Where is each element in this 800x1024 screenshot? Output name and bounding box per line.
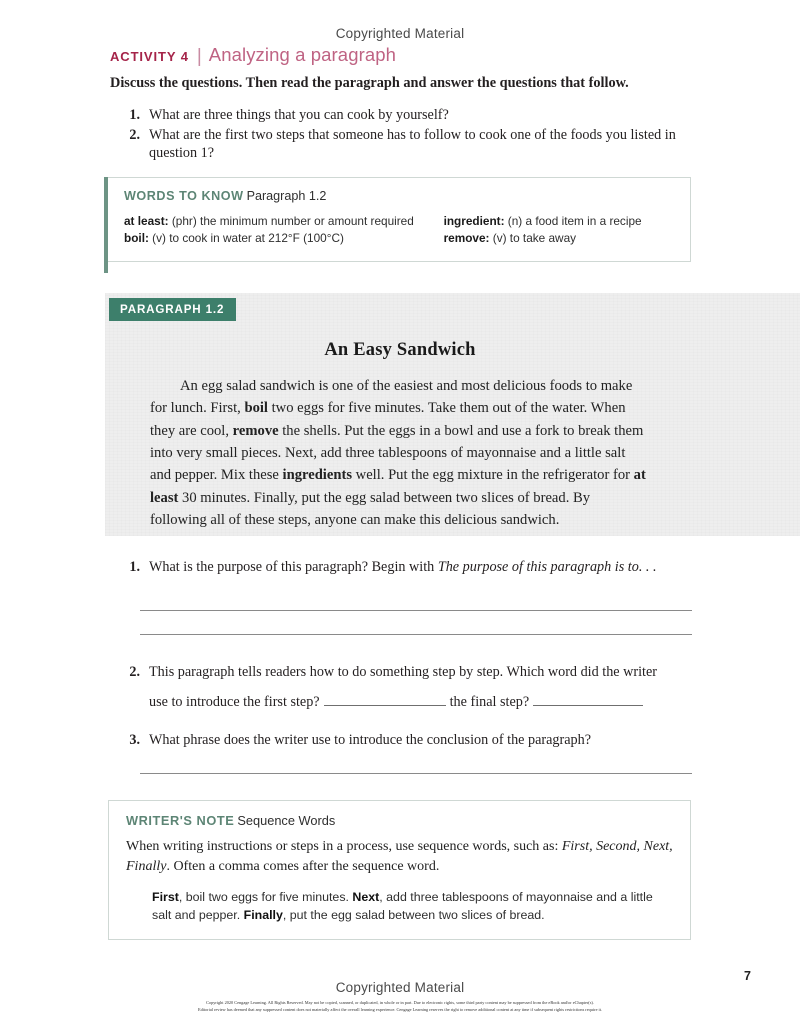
bottom-copyright-notice: Copyrighted Material [335,980,465,995]
vocabulary-term: at least: [124,214,169,228]
emphasis-text: ingredients [282,467,352,484]
list-item [120,106,700,125]
question-text [149,663,700,682]
question-row [120,731,700,750]
words-to-know-box [108,177,691,262]
comprehension-question-2 [120,663,700,712]
comprehension-question-3 [120,731,700,750]
writers-note-box [108,800,691,940]
question-number: 1. [129,107,140,123]
vocabulary-definition: (n) a food item in a recipe [504,214,642,228]
emphasis-text: Next [352,889,380,904]
words-to-know-subtitle: Paragraph 1.2 [246,189,327,203]
emphasis-text: First, Second, Next, Finally [126,839,673,874]
vocabulary-term: remove: [443,231,490,246]
vocabulary-column-right [444,213,676,248]
vocabulary-entry [124,213,444,230]
top-copyright-notice: Copyrighted Material [335,26,465,41]
vocabulary-column-left [124,213,444,248]
question-text: What are the first two steps that someone has to follow to cook one of the foods you listed in question 1? [149,126,676,162]
question-number: 1. [129,559,140,575]
vocabulary-columns [124,213,676,248]
vocabulary-entry [444,230,676,247]
instruction-line: Discuss the questions. Then read the paragraph and answer the questions that follow. [110,75,629,91]
activity-label: ACTIVITY 4 [110,49,189,64]
paragraph-body: An egg salad sandwich is one of the easiest and most delicious foods to make for lunch. First, boil two eggs for five minutes. Take them out of the water. When they are cool, remove the shells. Put the eggs in a bowl and use a fork to break them into very small pieces. Next, add three tablespoons of mayonnaise and a little salt and pepper. Mix these ingredients well. Put the egg mixture in the refrigerator for at least 30 minutes. Finally, put the egg salad between two slices of bread. By following all of these steps, anyone can make this delicious sandwich. [150,378,646,528]
question-text: What phrase does the writer use to introduce the conclusion of the paragraph? [149,732,592,748]
question-text-fragment-b: the final step? [449,694,530,711]
activity-title: Analyzing a paragraph [208,44,397,65]
question-text-line2 [149,693,700,712]
emphasis-text: remove [232,422,279,439]
question-text: What is the purpose of this paragraph? Begin with The purpose of this paragraph is to. . . [149,559,657,575]
writers-note-body: When writing instructions or steps in a process, use sequence words, such as: First, Second, Next, Finally. Often a comma comes after the sequence word. [126,839,673,874]
question-number: 2. [129,664,140,680]
comprehension-question-1 [120,558,700,577]
emphasis-text: The purpose of this paragraph is to. . . [437,559,657,575]
emphasis-text: at least [150,467,646,506]
page-number: 7 [744,969,751,983]
vocabulary-entry [124,230,444,247]
writers-note-example: First, boil two eggs for five minutes. Next, add three tablespoons of mayonnaise and a little salt and pepper. Finally, put the egg salad between two slices of bread. [152,889,653,923]
writers-note-subtitle: Sequence Words [237,813,336,828]
activity-heading [110,44,396,67]
words-to-know-label: WORDS TO KNOW [124,189,244,203]
question-text: What are three things that you can cook by yourself? [149,107,449,123]
answer-line[interactable] [140,773,692,774]
question-row [120,663,700,682]
answer-line[interactable] [140,634,692,635]
emphasis-text: First [152,889,179,904]
discussion-question-list [120,106,700,164]
vocabulary-definition: (phr) the minimum number or amount required [168,214,414,228]
answer-blank-final-step[interactable] [533,693,643,706]
writers-note-label: WRITER'S NOTE [126,813,235,828]
vocabulary-definition: (v) to take away [489,231,577,246]
paragraph-content [150,340,650,531]
fineprint-line-2: Editorial review has deemed that any suppressed content does not materially affect the overall learning experience. Cengage Learning reserves the right to remove additional content at any time if subsequent rights restrictions require it. [197,1007,603,1012]
writers-note-header [126,813,674,828]
emphasis-text: Finally [243,908,283,923]
answer-line[interactable] [140,610,692,611]
answer-blank-first-step[interactable] [324,693,446,706]
question-text-line1: This paragraph tells readers how to do something step by step. Which word did the writer [149,664,658,680]
question-text-fragment-a: use to introduce the first step? [149,694,320,711]
paragraph-tag: PARAGRAPH 1.2 [109,298,236,321]
vocabulary-term: ingredient: [443,214,505,228]
vocabulary-term: boil: [124,231,149,246]
vocabulary-entry [444,213,676,230]
list-item [120,126,700,163]
question-row-continued [120,693,700,712]
question-number: 3. [129,732,140,748]
vocabulary-definition: (v) to cook in water at 212°F (100°C) [148,231,344,246]
words-to-know-header [124,189,676,203]
activity-divider: | [196,46,202,67]
spacer [120,693,140,712]
question-number: 2. [129,126,140,143]
paragraph-title: An Easy Sandwich [324,340,476,360]
question-row [120,558,700,577]
emphasis-text: boil [244,400,268,417]
fineprint-line-1: Copyright 2020 Cengage Learning. All Rights Reserved. May not be copied, scanned, or duplicated, in whole or in part. Due to electronic rights, some third party content may be suppressed from the eBook and/or eChapter(s). [206,1000,594,1005]
